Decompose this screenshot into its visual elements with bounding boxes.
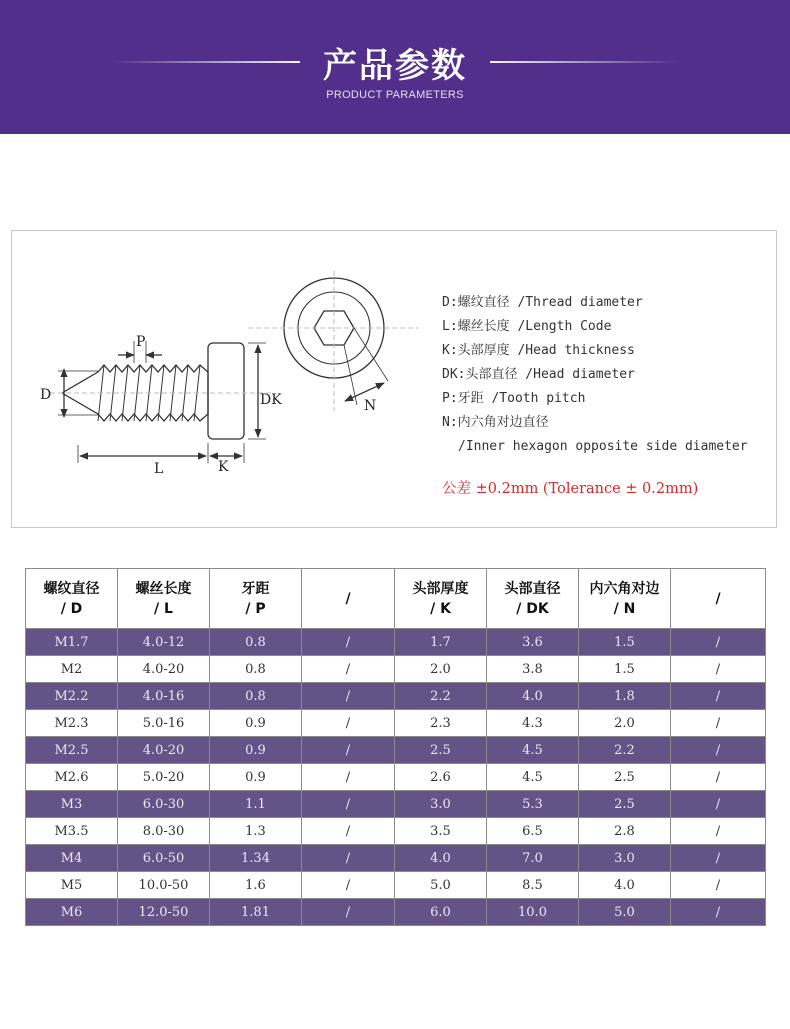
header-banner [0,0,790,134]
table-cell: 1.5 [579,656,671,683]
table-row [26,737,766,764]
table-body [26,629,766,926]
table-cell: 4.0 [395,845,487,872]
table-cell: / [302,818,395,845]
table-cell: 2.8 [579,818,671,845]
table-row [26,710,766,737]
table-cell: / [671,872,766,899]
table-row [26,656,766,683]
table-cell: M2.5 [26,737,118,764]
table-cell: 2.6 [395,764,487,791]
table-cell: M1.7 [26,629,118,656]
table-cell: / [671,791,766,818]
banner-divider-right [490,61,680,63]
table-cell: 4.0 [579,872,671,899]
table-cell: / [302,791,395,818]
table-cell: 1.6 [210,872,302,899]
table-cell: M6 [26,899,118,926]
table-cell: 0.8 [210,683,302,710]
table-cell: 2.0 [579,710,671,737]
table-cell: 3.6 [487,629,579,656]
table-cell: 5.0 [395,872,487,899]
table-cell: / [302,872,395,899]
table-cell: M2.2 [26,683,118,710]
column-header: / [671,569,766,629]
table-cell: M4 [26,845,118,872]
table-cell: 1.7 [395,629,487,656]
table-cell: 2.5 [579,764,671,791]
table-cell: 1.34 [210,845,302,872]
legend-thread-diameter: D:螺纹直径 /Thread diameter [442,295,643,310]
column-header: 内六角对边 / N [579,569,671,629]
table-cell: / [671,899,766,926]
label-k: K [218,459,229,475]
table-cell: 4.0-12 [118,629,210,656]
table-cell: 0.8 [210,629,302,656]
table-cell: 0.8 [210,656,302,683]
table-cell: 3.5 [395,818,487,845]
table-cell: / [302,899,395,926]
table-cell: / [302,764,395,791]
table-cell: 4.0 [487,683,579,710]
parameters-table [25,568,766,926]
table-cell: / [671,818,766,845]
table-cell: 5.0-16 [118,710,210,737]
table-cell: 2.5 [395,737,487,764]
table-cell: / [302,683,395,710]
table-cell: 4.5 [487,737,579,764]
table-cell: 5.0 [579,899,671,926]
table-row [26,872,766,899]
spec-diagram-panel [11,230,777,528]
table-cell: 4.0-20 [118,656,210,683]
table-cell: 8.5 [487,872,579,899]
table-cell: M2 [26,656,118,683]
table-cell: 10.0-50 [118,872,210,899]
label-d: D [40,387,52,403]
table-cell: / [671,737,766,764]
table-row [26,845,766,872]
table-cell: 4.0-20 [118,737,210,764]
legend-head-thickness: K:头部厚度 /Head thickness [442,343,635,358]
table-cell: 5.3 [487,791,579,818]
column-header: 螺纹直径 / D [26,569,118,629]
table-cell: M2.6 [26,764,118,791]
spec-legend [442,291,772,459]
table-row [26,764,766,791]
column-header: / [302,569,395,629]
label-dk: DK [260,392,282,408]
table-cell: 1.81 [210,899,302,926]
table-cell: / [671,683,766,710]
table-cell: 1.8 [579,683,671,710]
table-cell: / [671,845,766,872]
table-header-row [26,569,766,629]
table-cell: 4.3 [487,710,579,737]
table-cell: 0.9 [210,737,302,764]
legend-length-code: L:螺丝长度 /Length Code [442,319,612,334]
table-cell: 0.9 [210,764,302,791]
table-cell: M5 [26,872,118,899]
table-cell: / [302,629,395,656]
table-cell: 7.0 [487,845,579,872]
table-cell: M3.5 [26,818,118,845]
table-cell: 5.0-20 [118,764,210,791]
table-cell: / [671,629,766,656]
screw-diagram [12,231,432,527]
table-cell: 6.5 [487,818,579,845]
table-cell: 2.0 [395,656,487,683]
table-cell: 12.0-50 [118,899,210,926]
table-cell: / [671,764,766,791]
table-cell: 6.0 [395,899,487,926]
column-header: 螺丝长度 / L [118,569,210,629]
column-header: 头部厚度 / K [395,569,487,629]
table-cell: 10.0 [487,899,579,926]
screw-head [208,343,244,439]
label-p: P [136,334,146,350]
table-cell: / [302,845,395,872]
table-cell: M3 [26,791,118,818]
table-cell: M2.3 [26,710,118,737]
legend-hex-diameter: N:内六角对边直径 [442,415,549,430]
table-row [26,629,766,656]
table-row [26,818,766,845]
table-cell: 6.0-30 [118,791,210,818]
label-l: L [154,461,164,477]
table-cell: 3.0 [579,845,671,872]
table-row [26,683,766,710]
page-title: 产品参数 [323,46,467,86]
table-cell: / [302,656,395,683]
legend-tooth-pitch: P:牙距 /Tooth pitch [442,391,586,406]
table-cell: 2.2 [579,737,671,764]
table-cell: / [302,737,395,764]
table-cell: 0.9 [210,710,302,737]
table-row [26,791,766,818]
table-cell: 4.0-16 [118,683,210,710]
table-cell: 1.3 [210,818,302,845]
table-cell: 1.5 [579,629,671,656]
table-cell: 2.2 [395,683,487,710]
page-subtitle: PRODUCT PARAMETERS [326,89,464,101]
table-cell: / [671,656,766,683]
tolerance-note: 公差 ±0.2mm (Tolerance ± 0.2mm) [442,481,699,497]
column-header: 牙距 / P [210,569,302,629]
table-cell: 3.0 [395,791,487,818]
table-cell: 8.0-30 [118,818,210,845]
legend-head-diameter: DK:头部直径 /Head diameter [442,367,635,382]
column-header: 头部直径 / DK [487,569,579,629]
legend-hex-diameter-en: /Inner hexagon opposite side diameter [458,439,748,454]
label-n: N [364,398,377,414]
table-cell: 3.8 [487,656,579,683]
table-cell: 2.3 [395,710,487,737]
table-cell: 2.5 [579,791,671,818]
table-cell: 4.5 [487,764,579,791]
table-cell: 1.1 [210,791,302,818]
table-row [26,899,766,926]
table-cell: 6.0-50 [118,845,210,872]
table-cell: / [671,710,766,737]
table-cell: / [302,710,395,737]
